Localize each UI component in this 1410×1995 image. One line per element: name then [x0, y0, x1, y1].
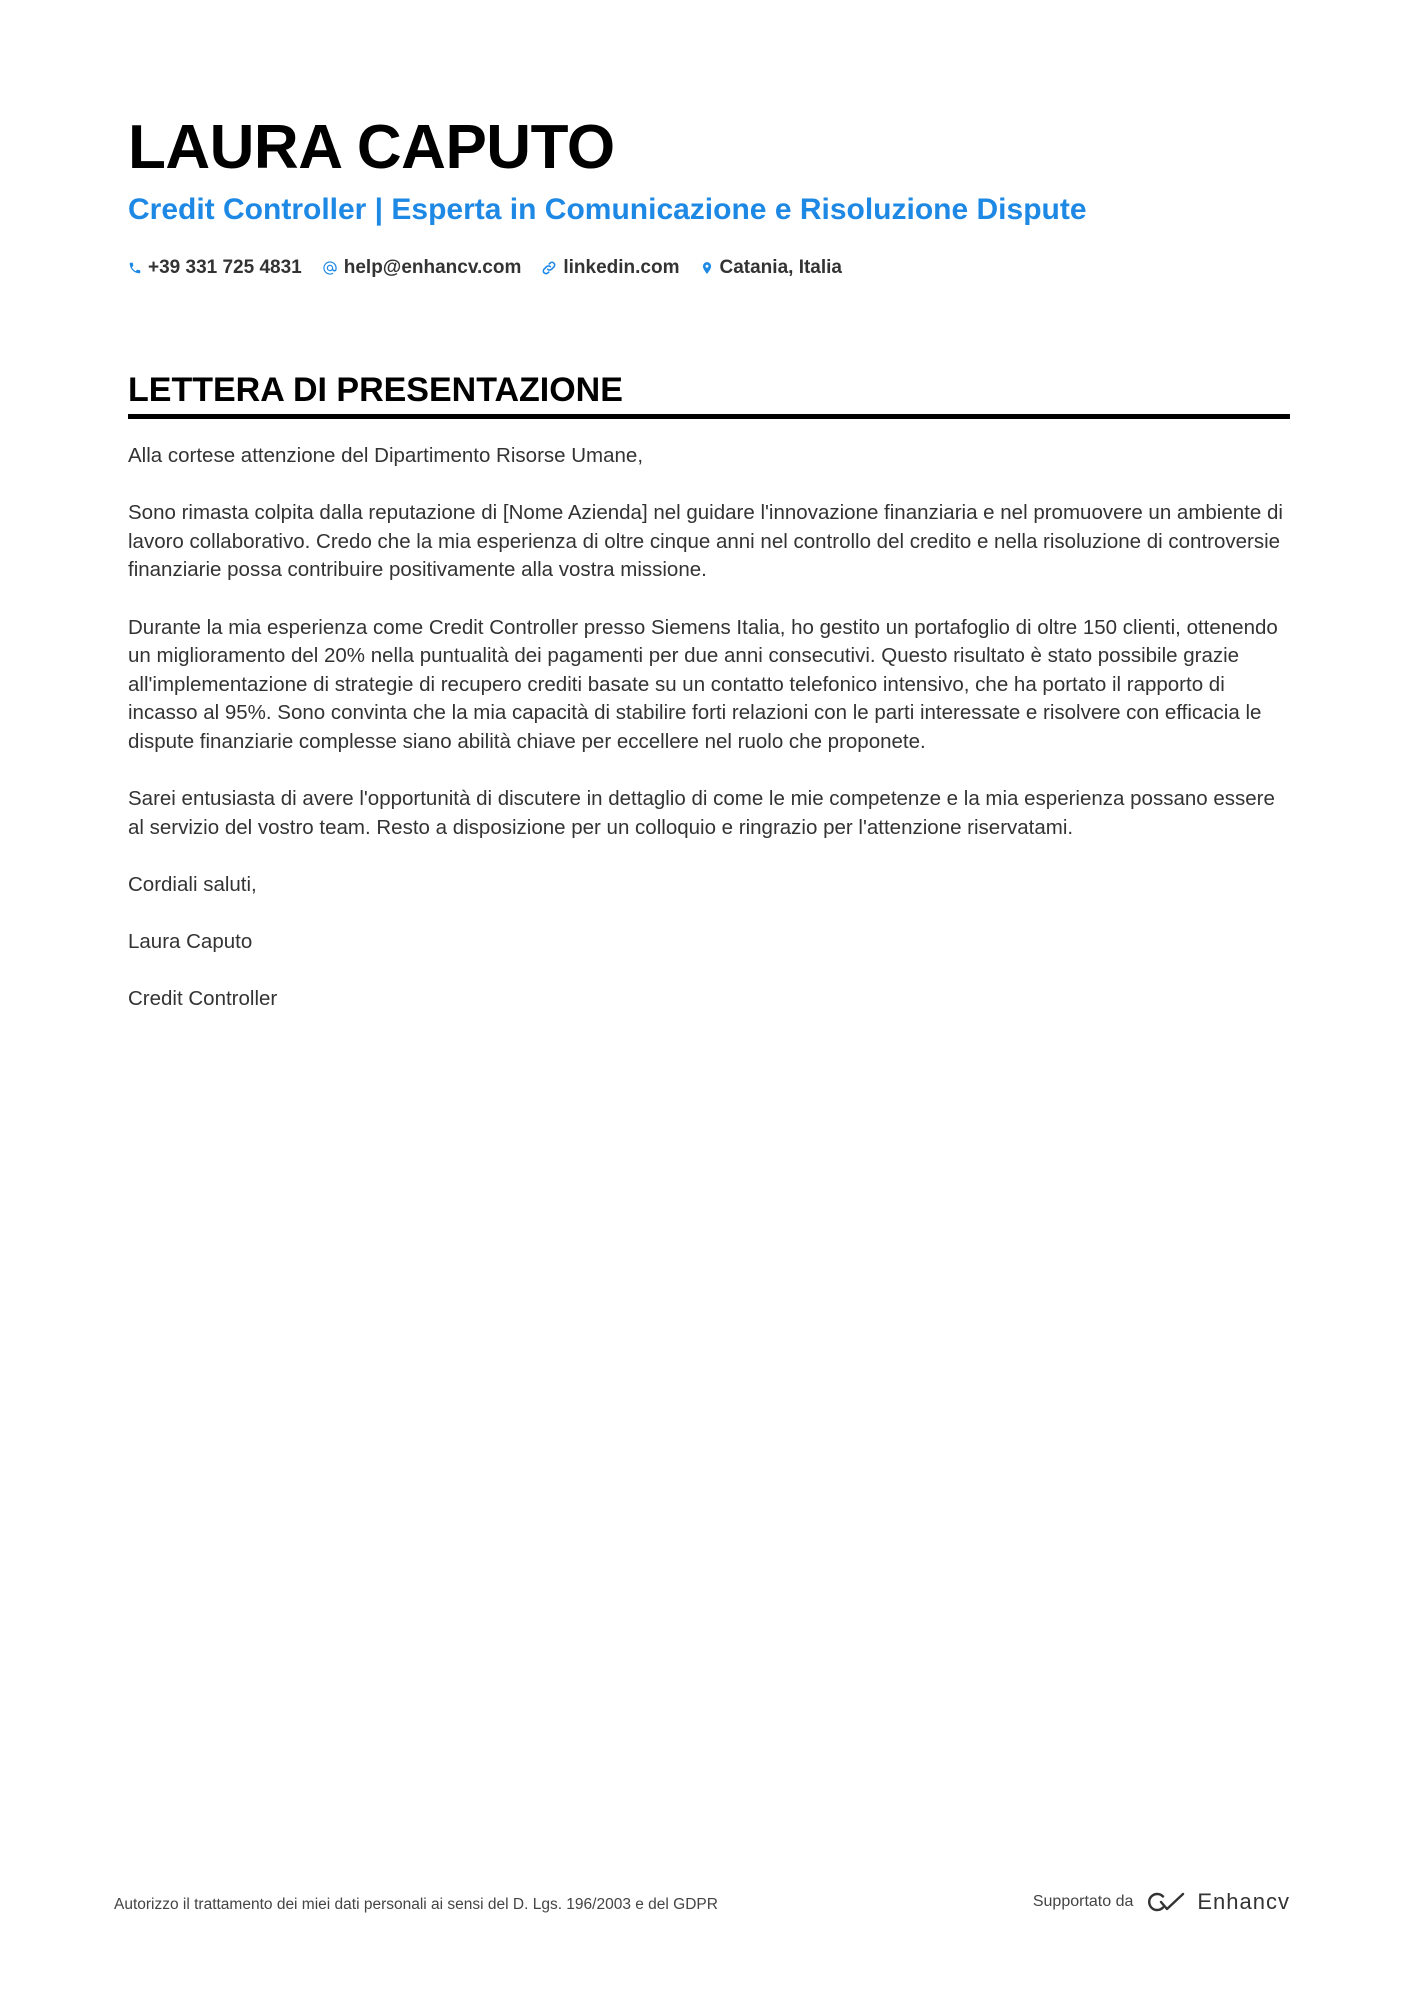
section-title: LETTERA DI PRESENTAZIONE [128, 368, 1290, 419]
contact-location-text: Catania, Italia [719, 257, 842, 278]
contact-email[interactable] [322, 257, 522, 279]
enhancv-logo-icon [1143, 1890, 1189, 1914]
signature-title: Credit Controller [128, 987, 278, 1011]
location-pin-icon [700, 260, 714, 276]
contact-bar [128, 254, 862, 282]
contact-phone [128, 257, 302, 279]
letter-salutation: Alla cortese attenzione del Dipartimento Risorse Umane, [128, 444, 644, 467]
signature-name: Laura Caputo [128, 930, 253, 954]
letter-paragraph: Durante la mia esperienza come Credit Controller presso Siemens Italia, ho gestito un portafoglio di oltre 150 clienti, ottenendo un miglioramento del 20% nella puntualità dei pagamenti per due anni consecutivi. Questo risultato è stato possibile grazie all'implementazione di strategie di recupero crediti basate su un contatto telefonico intensivo, che ha portato il rapporto di incasso al 95%. Sono convinta che la mia capacità di stabilire forti relazioni con le parti interessate e risolvere con efficacia le dispute finanziarie complesse siano abilità chiave per eccellere nel ruolo che proponete. [128, 615, 1278, 753]
consent-note: Autorizzo il trattamento dei miei dati personali ai sensi del D. Lgs. 196/2003 e del GDPR [114, 1896, 718, 1913]
letter-paragraph: Sono rimasta colpita dalla reputazione di [Nome Azienda] nel guidare l'innovazione finanziaria e nel promuovere un ambiente di lavoro collaborativo. Credo che la mia esperienza di oltre cinque anni nel controllo del credito e nella risoluzione di controversie finanziarie possa contribuire positivamente alla vostra missione. [128, 501, 1283, 582]
letter-paragraph: Sarei entusiasta di avere l'opportunità di discutere in dettaglio di come le mie competenze e la mia esperienza possano essere al servizio del vostro team. Resto a disposizione per un colloquio e ringrazio per l'attenzione riservatami. [128, 787, 1275, 839]
contact-website[interactable] [541, 257, 679, 279]
contact-location [700, 257, 843, 279]
powered-by[interactable] [1033, 1882, 1290, 1922]
candidate-name: LAURA CAPUTO [128, 113, 615, 182]
letter-closing: Cordiali saluti, [128, 872, 257, 896]
contact-website-text: linkedin.com [563, 257, 680, 278]
brand-name: Enhancv [1197, 1889, 1290, 1914]
contact-phone-text: +39 331 725 4831 [148, 257, 302, 278]
powered-by-label: Supportato da [1032, 1893, 1134, 1910]
phone-icon [128, 261, 142, 275]
letter-body [128, 442, 1290, 1042]
contact-email-text: help@enhancv.com [343, 257, 522, 278]
at-icon [322, 260, 338, 276]
candidate-headline: Credit Controller | Esperta in Comunicazione e Risoluzione Dispute [128, 193, 1087, 226]
link-icon [541, 260, 557, 276]
